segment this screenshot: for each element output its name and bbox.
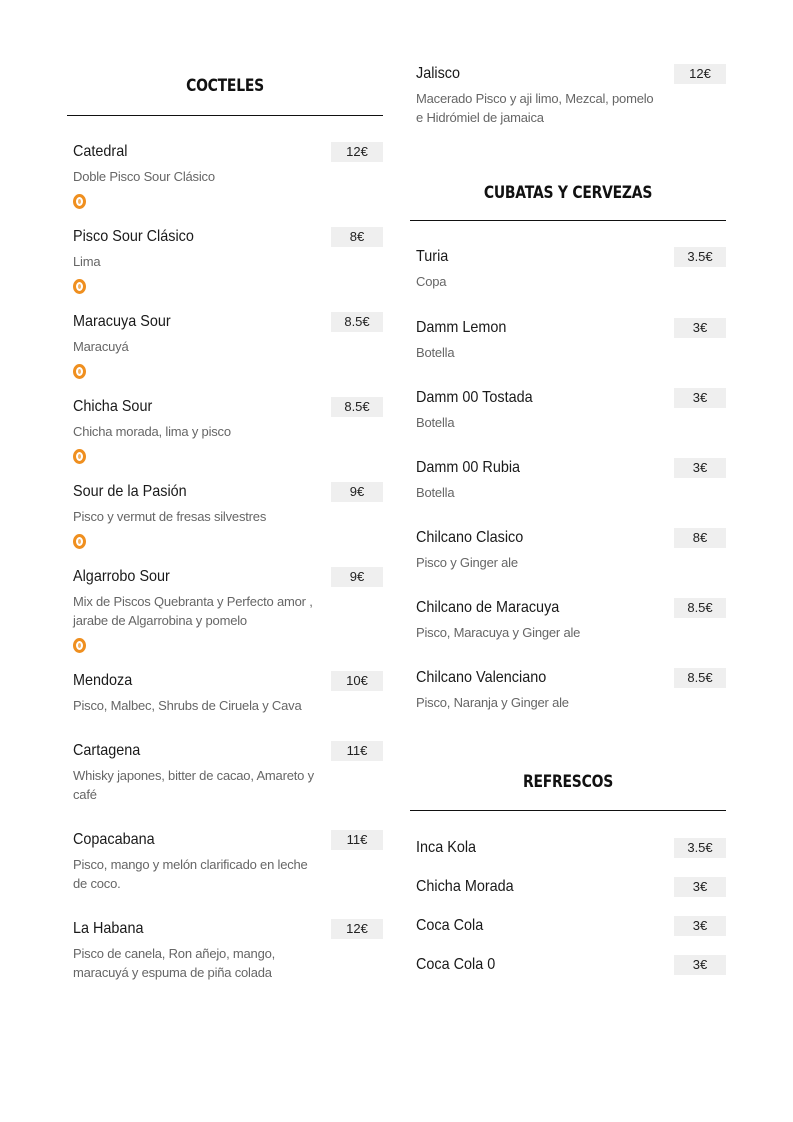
item-price: 12€ <box>331 142 383 162</box>
item-price: 8€ <box>674 528 726 548</box>
item-description: Lima <box>73 254 101 269</box>
menu-item <box>67 312 383 379</box>
item-description: Pisco de canela, Ron añejo, mango, maracuyá y espuma de piña colada <box>73 946 276 980</box>
item-name: Chicha Morada <box>416 878 514 895</box>
item-price: 12€ <box>331 919 383 939</box>
item-price: 8€ <box>331 227 383 247</box>
item-name: Damm Lemon <box>416 319 507 336</box>
item-price: 3€ <box>674 916 726 936</box>
item-price: 8.5€ <box>331 312 383 332</box>
item-name: La Habana <box>73 920 144 937</box>
item-description: Pisco y Ginger ale <box>416 555 518 570</box>
item-name: Chilcano Clasico <box>416 529 524 546</box>
item-description: Maracuyá <box>73 339 129 354</box>
menu-item <box>67 741 383 804</box>
item-description: Botella <box>416 345 455 360</box>
menu-item <box>67 830 383 893</box>
item-name: Sour de la Pasión <box>73 483 187 500</box>
item-price: 3.5€ <box>674 247 726 267</box>
menu-item <box>67 567 383 653</box>
section-divider <box>410 810 726 811</box>
item-name: Cartagena <box>73 742 141 759</box>
item-description: Macerado Pisco y aji limo, Mezcal, pomelo e Hidrómiel de jamaica <box>416 91 654 125</box>
menu-item <box>410 598 726 642</box>
item-price: 3€ <box>674 877 726 897</box>
item-price: 12€ <box>674 64 726 84</box>
item-price: 8.5€ <box>674 598 726 618</box>
item-description: Pisco y vermut de fresas silvestres <box>73 509 267 524</box>
item-price: 3€ <box>674 318 726 338</box>
item-name: Damm 00 Rubia <box>416 459 521 476</box>
menu-item <box>67 227 383 294</box>
item-name: Catedral <box>73 143 128 160</box>
menu-item <box>410 916 726 936</box>
cocteles-column <box>67 60 383 982</box>
item-name: Coca Cola 0 <box>416 956 496 973</box>
egg-icon <box>73 638 86 653</box>
item-name: Algarrobo Sour <box>73 568 170 585</box>
item-description: Copa <box>416 274 447 289</box>
item-price: 9€ <box>331 567 383 587</box>
item-description: Pisco, Malbec, Shrubs de Ciruela y Cava <box>73 698 302 713</box>
right-column <box>410 60 726 975</box>
item-name: Damm 00 Tostada <box>416 389 533 406</box>
item-price: 10€ <box>331 671 383 691</box>
section-divider <box>410 220 726 221</box>
item-name: Pisco Sour Clásico <box>73 228 194 245</box>
egg-icon <box>73 194 86 209</box>
item-name: Inca Kola <box>416 839 477 856</box>
item-price: 3€ <box>674 458 726 478</box>
egg-icon <box>73 449 86 464</box>
item-description: Pisco, mango y melón clarificado en leche de coco. <box>73 857 308 891</box>
item-name: Chilcano de Maracuya <box>416 599 560 616</box>
item-description: Botella <box>416 415 455 430</box>
section-title-refrescos: REFRESCOS <box>523 772 613 792</box>
item-price: 3€ <box>674 388 726 408</box>
item-description: Pisco, Naranja y Ginger ale <box>416 695 569 710</box>
item-name: Mendoza <box>73 672 133 689</box>
menu-item <box>410 838 726 858</box>
menu-item <box>410 877 726 897</box>
menu-item <box>410 458 726 502</box>
menu-item <box>67 397 383 464</box>
item-price: 8.5€ <box>674 668 726 688</box>
item-description: Chicha morada, lima y pisco <box>73 424 231 439</box>
item-price: 3.5€ <box>674 838 726 858</box>
section-divider <box>67 115 383 116</box>
egg-icon <box>73 279 86 294</box>
item-name: Chicha Sour <box>73 398 153 415</box>
menu-item <box>67 482 383 549</box>
item-name: Jalisco <box>416 65 461 82</box>
menu-item <box>410 318 726 362</box>
section-title-cubatas: CUBATAS Y CERVEZAS <box>483 183 653 203</box>
menu-item <box>410 64 726 127</box>
egg-icon <box>73 364 86 379</box>
section-title-cocteles: COCTELES <box>186 76 264 96</box>
menu-item <box>410 955 726 975</box>
menu-item <box>67 919 383 982</box>
item-name: Coca Cola <box>416 917 484 934</box>
menu-item <box>410 388 726 432</box>
item-price: 3€ <box>674 955 726 975</box>
item-description: Botella <box>416 485 455 500</box>
menu-item <box>67 142 383 209</box>
item-price: 11€ <box>331 830 383 850</box>
menu-item <box>67 671 383 715</box>
item-name: Maracuya Sour <box>73 313 171 330</box>
item-description: Pisco, Maracuya y Ginger ale <box>416 625 581 640</box>
item-name: Turia <box>416 248 449 265</box>
menu-item <box>410 247 726 291</box>
item-description: Whisky japones, bitter de cacao, Amareto y café <box>73 768 314 802</box>
item-price: 8.5€ <box>331 397 383 417</box>
item-description: Doble Pisco Sour Clásico <box>73 169 215 184</box>
menu-item <box>410 528 726 572</box>
item-name: Copacabana <box>73 831 155 848</box>
egg-icon <box>73 534 86 549</box>
item-price: 11€ <box>331 741 383 761</box>
menu-item <box>410 668 726 712</box>
item-price: 9€ <box>331 482 383 502</box>
item-name: Chilcano Valenciano <box>416 669 547 686</box>
item-description: Mix de Piscos Quebranta y Perfecto amor , jarabe de Algarrobina y pomelo <box>73 594 313 628</box>
